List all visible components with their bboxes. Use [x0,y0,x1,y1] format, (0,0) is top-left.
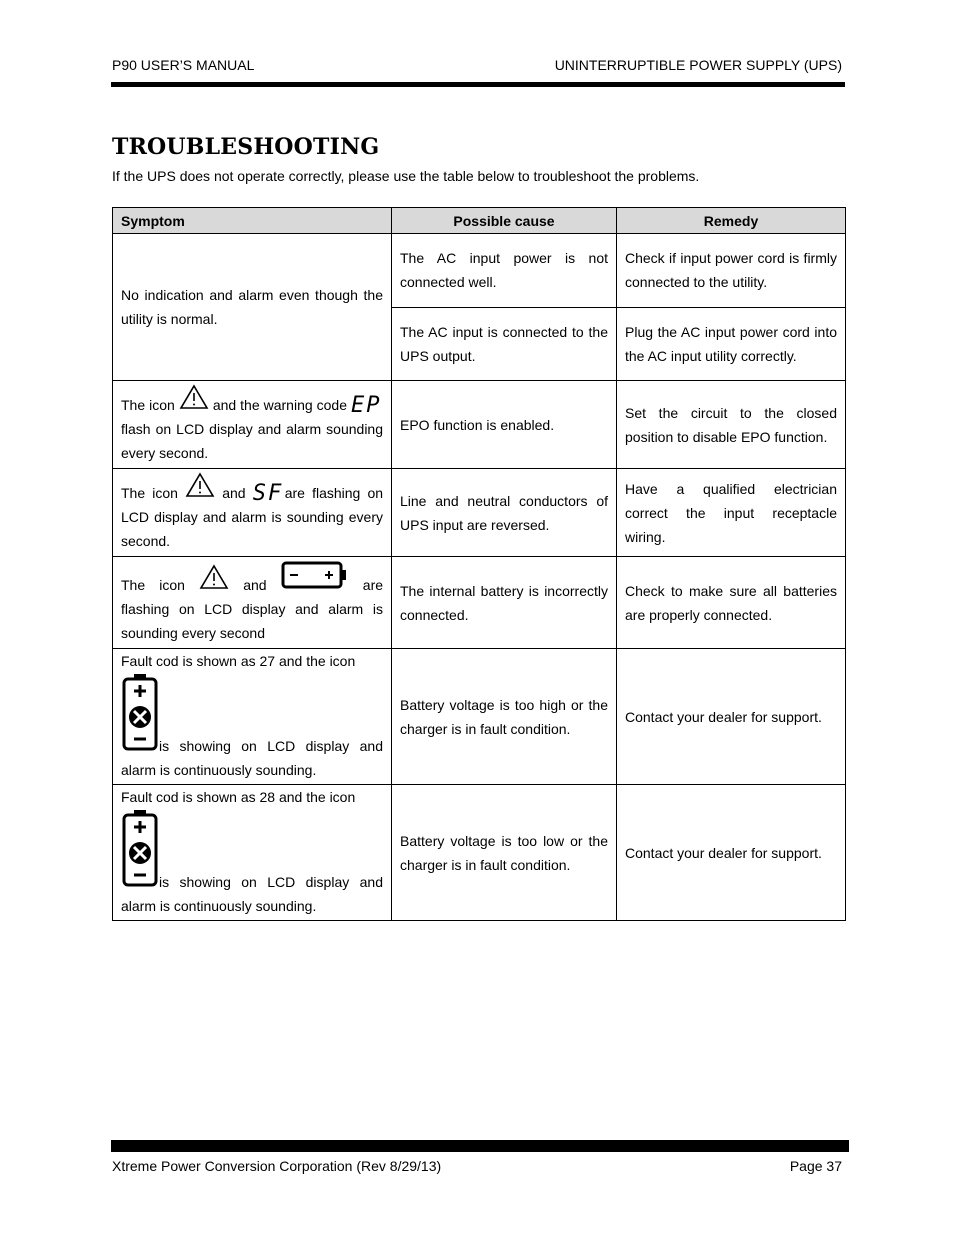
symptom-text: are flashing on LCD display and alarm is sounding every second. [121,485,384,549]
symptom-text: Fault cod is shown as 27 and the icon [121,653,356,669]
lcd-sf-code-icon: SF [252,481,284,506]
table-row [113,785,846,921]
symptom-text: is showing on LCD display and alarm is continuously sounding. [121,874,383,914]
remedy-cell: Have a qualified electrician correct the input receptacle wiring. [617,469,846,557]
table-row [113,234,846,308]
remedy-cell: Check to make sure all batteries are properly connected. [617,557,846,649]
symptom-text: The icon [121,485,178,501]
troubleshooting-table [112,207,846,921]
remedy-cell: Check if input power cord is firmly connected to the utility. [617,234,846,308]
symptom-text: flash on LCD display and alarm sounding every second. [121,421,383,461]
section-title: TROUBLESHOOTING [112,134,380,160]
cause-cell: EPO function is enabled. [392,381,617,469]
footer-company: Xtreme Power Conversion Corporation (Rev 8/29/13) [112,1158,442,1174]
battery-icon [281,560,349,597]
symptom-cell: No indication and alarm even though the utility is normal. [113,234,392,381]
column-header-cause: Possible cause [392,208,617,234]
page-number: Page 37 [789,1158,842,1174]
table-row [113,469,846,557]
warning-triangle-icon [199,564,229,597]
cause-cell: Line and neutral conductors of UPS input are reversed. [392,469,617,557]
warning-triangle-icon [179,384,209,417]
table-header-row [113,208,846,234]
header-rule [111,82,845,87]
symptom-cell [113,785,392,921]
warning-triangle-icon [185,472,215,505]
footer-rule [111,1140,849,1152]
symptom-text: and [243,577,267,593]
symptom-text: are flashing on LCD display and alarm is sounding every second [121,577,384,641]
cause-cell: The AC input is connected to the UPS output. [392,307,617,381]
symptom-cell [113,469,392,557]
symptom-text: The icon [121,577,185,593]
header-title-right: UNINTERRUPTIBLE POWER SUPPLY (UPS) [554,57,842,73]
remedy-cell: Set the circuit to the closed position to disable EPO function. [617,381,846,469]
cause-cell: Battery voltage is too high or the charger is in fault condition. [392,649,617,785]
symptom-text: is showing on LCD display and alarm is continuously sounding. [121,738,383,778]
cause-cell: The internal battery is incorrectly connected. [392,557,617,649]
symptom-text: and [222,485,246,501]
symptom-cell [113,557,392,649]
battery-fault-icon [121,809,159,894]
header-title-left: P90 USER’S MANUAL [112,57,255,73]
cause-cell: The AC input power is not connected well. [392,234,617,308]
remedy-cell: Contact your dealer for support. [617,785,846,921]
symptom-text: and the warning code [212,397,348,413]
cause-cell: Battery voltage is too low or the charger is in fault condition. [392,785,617,921]
lcd-ep-code-icon: EP [351,393,382,418]
table-row [113,381,846,469]
remedy-cell: Contact your dealer for support. [617,649,846,785]
table-row [113,557,846,649]
section-intro: If the UPS does not operate correctly, please use the table below to troubleshoot the problems. [112,168,700,184]
symptom-text: The icon [121,397,175,413]
table-row [113,649,846,785]
column-header-remedy: Remedy [617,208,846,234]
symptom-cell [113,381,392,469]
remedy-cell: Plug the AC input power cord into the AC input utility correctly. [617,307,846,381]
symptom-text: Fault cod is shown as 28 and the icon [121,789,356,805]
column-header-symptom: Symptom [113,208,392,234]
symptom-cell [113,649,392,785]
battery-fault-icon [121,673,159,758]
